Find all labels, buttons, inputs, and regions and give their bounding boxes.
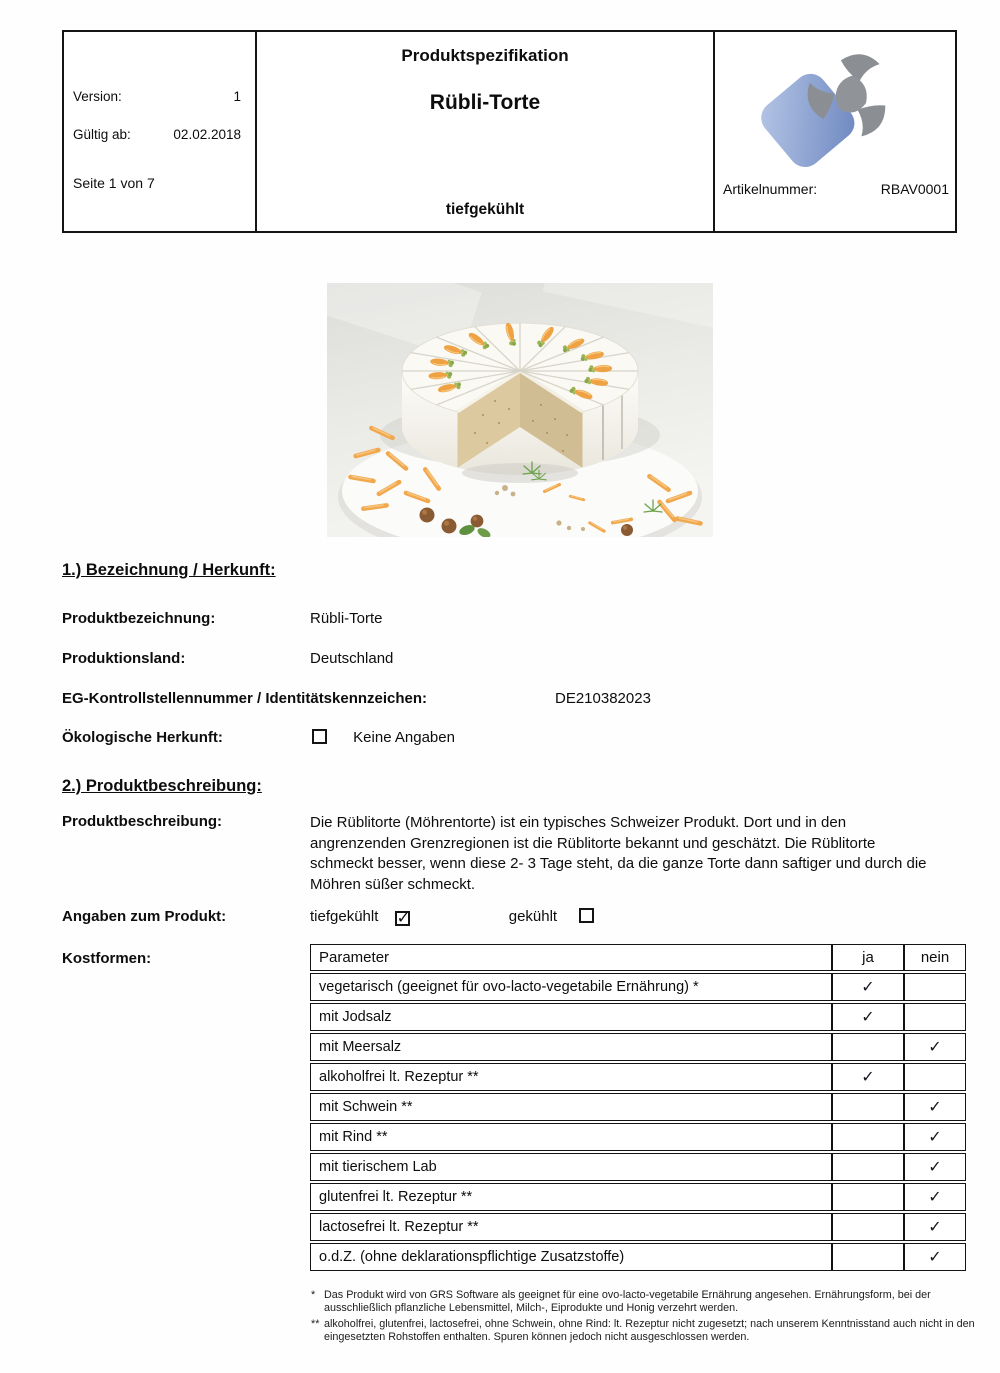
ja-header: ja	[832, 944, 904, 971]
nein-cell	[904, 973, 966, 1001]
storage-options-row	[310, 908, 594, 926]
production-country-value: Deutschland	[310, 650, 394, 667]
article-number-row	[723, 181, 949, 197]
ja-cell: ✓	[832, 1003, 904, 1031]
kostformen-label: Kostformen:	[62, 950, 152, 967]
page-title: Rübli-Torte	[429, 91, 541, 114]
parameter-cell: glutenfrei lt. Rezeptur **	[310, 1183, 832, 1211]
product-name-label: Produktbezeichnung:	[62, 610, 216, 627]
kostformen-table	[310, 942, 966, 1273]
table-header-row	[310, 944, 966, 971]
eco-origin-checkbox	[312, 729, 327, 744]
table-row	[310, 1183, 966, 1211]
valid-from-value: 02.02.2018	[173, 127, 241, 142]
table-row	[310, 1093, 966, 1121]
ja-cell: ✓	[832, 973, 904, 1001]
parameter-cell: mit Jodsalz	[310, 1003, 832, 1031]
ja-cell	[832, 1153, 904, 1181]
section-2-heading: 2.) Produktbeschreibung:	[62, 777, 262, 795]
kostformen-table-body	[310, 973, 966, 1271]
nein-cell	[904, 1003, 966, 1031]
ja-cell	[832, 1213, 904, 1241]
product-name-value: Rübli-Torte	[310, 610, 383, 627]
table-row	[310, 1123, 966, 1151]
parameter-header: Parameter	[310, 944, 832, 971]
footnote-1-marker: *	[311, 1289, 316, 1301]
ja-cell	[832, 1123, 904, 1151]
section-1-heading: 1.) Bezeichnung / Herkunft:	[62, 561, 276, 579]
table-row	[310, 1033, 966, 1061]
parameter-cell: lactosefrei lt. Rezeptur **	[310, 1213, 832, 1241]
document-type: Produktspezifikation	[401, 46, 569, 65]
article-number-value: RBAV0001	[880, 181, 949, 197]
nein-cell: ✓	[904, 1093, 966, 1121]
product-description-label: Produktbeschreibung:	[62, 813, 223, 830]
nein-cell	[904, 1063, 966, 1091]
eg-control-number-label: EG-Kontrollstellennummer / Identitätskennzeichen:	[62, 690, 428, 707]
table-row	[310, 1153, 966, 1181]
production-country-label: Produktionsland:	[62, 650, 186, 667]
header-logo-cell	[715, 32, 955, 231]
nein-header: nein	[904, 944, 966, 971]
valid-from-label: Gültig ab:	[73, 127, 131, 142]
footnote-2-text: alkoholfrei, glutenfrei, lactosefrei, ohne Schwein, ohne Rind: lt. Rezeptur nicht zugesetzt; nach unserem Kenntnisstand auch nicht in den eingesetzten Rohstoffen enthalten. Spuren können jedoch nicht ausgeschlossen werden.	[324, 1317, 975, 1344]
nein-cell: ✓	[904, 1183, 966, 1211]
frozen-checkbox: ✓	[396, 910, 410, 927]
eco-origin-checkbox-label: Keine Angaben	[353, 729, 455, 746]
product-description-text: Die Rüblitorte (Möhrentorte) ist ein typisches Schweizer Produkt. Dort und in den angrenzenden Grenzregionen ist die Rüblitorte bekannt und geschätzt. Die Rüblitorte schmeckt besser, wenn diese 2- 3 Tage steht, da die ganze Torte dann saftiger und durch die Möhren süßer schmeckt.	[310, 814, 927, 893]
footnote-1	[311, 1289, 977, 1316]
parameter-cell: mit Meersalz	[310, 1033, 832, 1061]
table-row	[310, 1003, 966, 1031]
storage-type: tiefgekühlt	[445, 201, 525, 218]
table-row	[310, 1213, 966, 1241]
frozen-label: tiefgekühlt	[310, 908, 379, 925]
eg-control-number-value: DE210382023	[555, 690, 651, 707]
table-row	[310, 1063, 966, 1091]
version-label: Version:	[73, 89, 122, 104]
parameter-cell: mit Rind **	[310, 1123, 832, 1151]
nein-cell: ✓	[904, 1033, 966, 1061]
product-photo	[327, 283, 713, 537]
parameter-cell: mit Schwein **	[310, 1093, 832, 1121]
eco-origin-label: Ökologische Herkunft:	[62, 729, 223, 746]
footnotes	[311, 1289, 977, 1347]
header-title-cell	[257, 32, 715, 231]
header-box	[62, 30, 957, 233]
nein-cell: ✓	[904, 1123, 966, 1151]
page-count: Seite 1 von 7	[73, 175, 155, 191]
nein-cell: ✓	[904, 1243, 966, 1271]
ja-cell: ✓	[832, 1063, 904, 1091]
version-value: 1	[233, 89, 241, 104]
parameter-cell: vegetarisch (geeignet für ovo-lacto-vegetabile Ernährung) *	[310, 973, 832, 1001]
article-number-label: Artikelnummer:	[723, 181, 818, 197]
table-row	[310, 1243, 966, 1271]
nein-cell: ✓	[904, 1213, 966, 1241]
product-info-label: Angaben zum Produkt:	[62, 908, 227, 925]
ja-cell	[832, 1243, 904, 1271]
table-row	[310, 973, 966, 1001]
eco-origin-row	[312, 729, 455, 746]
valid-from-row	[64, 127, 255, 142]
footnote-2	[311, 1318, 977, 1345]
footnote-1-text: Das Produkt wird von GRS Software als geeignet für eine ovo-lacto-vegetabile Ernährung angesehen. Ernährungsform, bei der ausschließlich pflanzliche Lebensmittel, Milch-, Eiprodukte und Honig verzehrt werden.	[324, 1289, 931, 1315]
ja-cell	[832, 1033, 904, 1061]
ja-cell	[832, 1093, 904, 1121]
header-meta-cell	[64, 32, 257, 231]
chilled-checkbox	[579, 908, 594, 923]
chilled-label: gekühlt	[508, 908, 558, 925]
footnote-2-marker: **	[311, 1317, 320, 1330]
nein-cell: ✓	[904, 1153, 966, 1181]
company-logo-icon	[750, 35, 920, 167]
ja-cell	[832, 1183, 904, 1211]
version-row	[64, 89, 255, 104]
parameter-cell: o.d.Z. (ohne deklarationspflichtige Zusatzstoffe)	[310, 1243, 832, 1271]
parameter-cell: mit tierischem Lab	[310, 1153, 832, 1181]
parameter-cell: alkoholfrei lt. Rezeptur **	[310, 1063, 832, 1091]
